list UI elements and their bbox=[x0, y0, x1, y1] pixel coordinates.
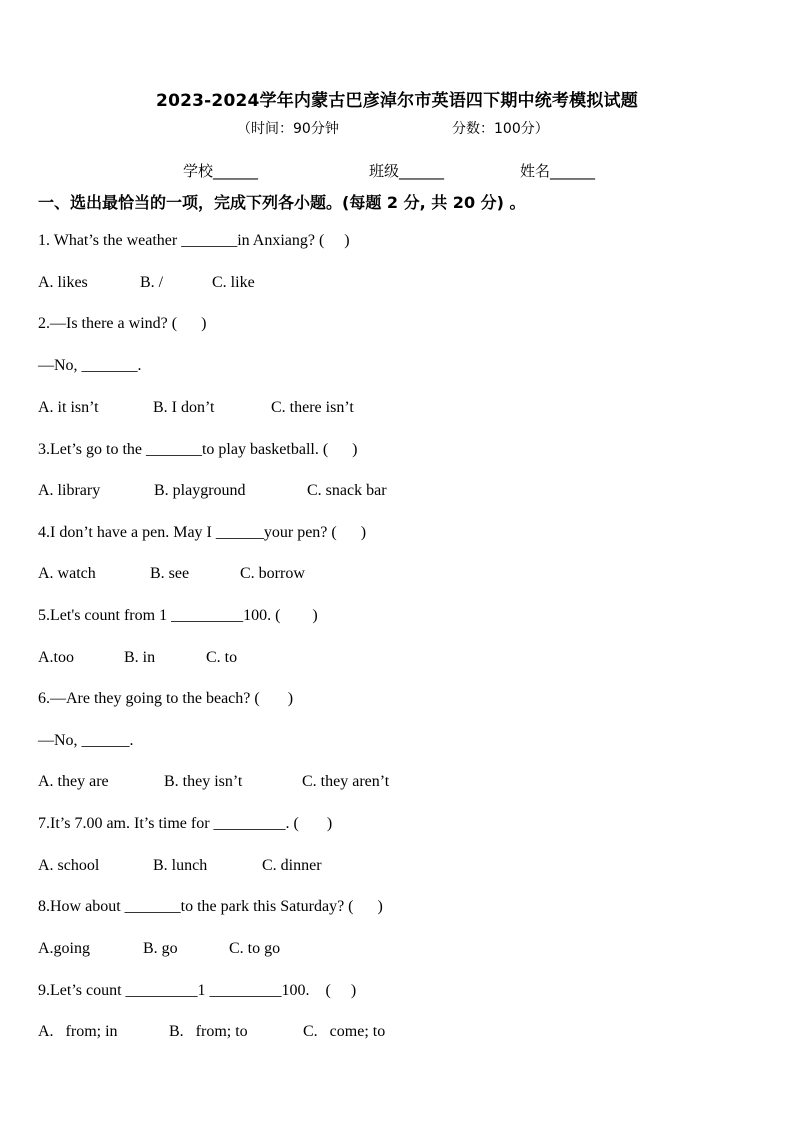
option-a: A.going bbox=[38, 940, 90, 957]
question-stem: 3.Let’s go to the _______to play basketball. ( ) bbox=[38, 441, 358, 458]
option-c: C. to go bbox=[229, 940, 281, 957]
option-a: A. likes bbox=[38, 274, 88, 291]
option-a: A. watch bbox=[38, 565, 96, 582]
option-c: C. dinner bbox=[262, 857, 322, 874]
section-heading: 一、选出最恰当的一项，完成下列各小题。(每题 2 分, 共 20 分) 。 bbox=[38, 193, 526, 212]
option-b: B. / bbox=[140, 274, 164, 291]
question-stem: 4.I don’t have a pen. May I ______your pen? ( ) bbox=[38, 524, 367, 541]
question-stem: 8.How about _______to the park this Saturday? ( ) bbox=[38, 898, 383, 915]
name-field: 姓名______ bbox=[520, 162, 596, 180]
option-b: B. from; to bbox=[169, 1023, 248, 1040]
option-b: B. playground bbox=[154, 482, 246, 499]
option-b: B. lunch bbox=[153, 857, 208, 874]
question-reply: —No, _______. bbox=[38, 357, 142, 374]
question-stem: 7.It’s 7.00 am. It’s time for _________. ( ) bbox=[38, 815, 333, 832]
option-c: C. there isn’t bbox=[271, 399, 354, 416]
option-b: B. I don’t bbox=[153, 399, 215, 416]
option-b: B. in bbox=[124, 649, 156, 666]
page-title: 2023-2024学年内蒙古巴彦淖尔市英语四下期中统考模拟试题 bbox=[156, 91, 638, 111]
question-stem: 9.Let’s count _________1 _________100. ( ) bbox=[38, 982, 357, 999]
option-b: B. see bbox=[150, 565, 190, 582]
exam-score: 分数：100分） bbox=[452, 121, 549, 137]
question-reply: —No, ______. bbox=[38, 732, 134, 749]
question-stem: 1. What’s the weather _______in Anxiang? ( ) bbox=[38, 232, 350, 249]
school-field: 学校______ bbox=[183, 162, 259, 180]
option-a: A. from; in bbox=[38, 1023, 118, 1040]
option-a: A. it isn’t bbox=[38, 399, 99, 416]
option-a: A.too bbox=[38, 649, 74, 666]
option-b: B. go bbox=[143, 940, 178, 957]
question-stem: 5.Let's count from 1 _________100. ( ) bbox=[38, 607, 318, 624]
question-stem: 6.—Are they going to the beach? ( ) bbox=[38, 690, 294, 707]
option-a: A. they are bbox=[38, 773, 109, 790]
option-c: C. like bbox=[212, 274, 255, 291]
option-a: A. school bbox=[38, 857, 100, 874]
option-c: C. borrow bbox=[240, 565, 305, 582]
class-field: 班级______ bbox=[369, 162, 445, 180]
option-c: C. they aren’t bbox=[302, 773, 390, 790]
option-b: B. they isn’t bbox=[164, 773, 243, 790]
option-a: A. library bbox=[38, 482, 101, 499]
option-c: C. snack bar bbox=[307, 482, 387, 499]
option-c: C. come; to bbox=[303, 1023, 386, 1040]
option-c: C. to bbox=[206, 649, 238, 666]
question-stem: 2.—Is there a wind? ( ) bbox=[38, 315, 207, 332]
exam-time: （时间：90分钟 bbox=[237, 121, 339, 137]
